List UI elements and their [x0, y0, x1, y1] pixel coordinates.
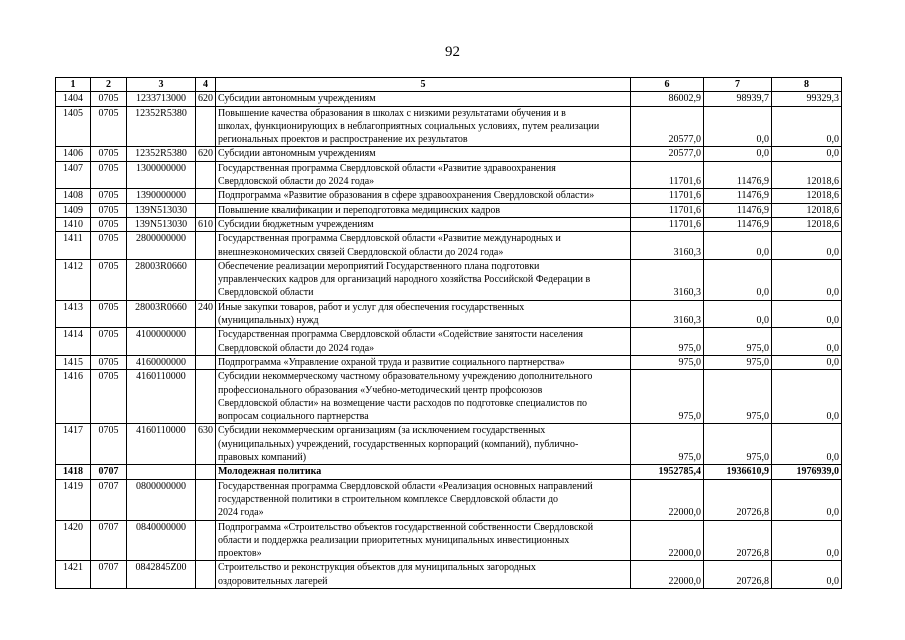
table-row [56, 203, 842, 217]
header-cell-col5: 5 [216, 78, 631, 92]
amount-year2-cell: 20726,8 [704, 479, 772, 520]
header-cell-col2: 2 [91, 78, 127, 92]
amount-year2-cell: 975,0 [704, 328, 772, 356]
amount-year1-cell: 975,0 [631, 370, 704, 424]
target-article-cell: 139N513030 [127, 203, 196, 217]
expense-type-cell [196, 259, 216, 300]
table-row [56, 259, 842, 300]
item-name-cell [216, 300, 631, 328]
section-code-cell: 0705 [91, 147, 127, 161]
table-row [56, 106, 842, 147]
expense-type-cell [196, 328, 216, 356]
table-row [56, 561, 842, 589]
section-code-cell: 0705 [91, 106, 127, 147]
item-name-line: Свердловской области [218, 287, 314, 299]
amount-year2-cell: 0,0 [704, 259, 772, 300]
amount-year3-cell: 1976939,0 [772, 465, 842, 479]
item-name-cell [216, 217, 631, 231]
amount-year2-cell: 0,0 [704, 300, 772, 328]
item-name-line: региональных проектов и распространение их результатов [218, 134, 468, 146]
header-row [56, 78, 842, 92]
amount-year3-cell: 0,0 [772, 520, 842, 561]
amount-year2-cell: 975,0 [704, 370, 772, 424]
item-name-line: профессионального образования «Учебно-методический центр профсоюзов [218, 384, 543, 396]
item-name-line: Субсидии бюджетным учреждениям [218, 218, 374, 230]
target-article-cell: 2800000000 [127, 232, 196, 260]
amount-year1-cell: 11701,6 [631, 217, 704, 231]
table-row [56, 147, 842, 161]
amount-year3-cell: 0,0 [772, 300, 842, 328]
item-name-line: проектов» [218, 548, 262, 560]
item-name-line: Повышение квалификации и переподготовка медицинских кадров [218, 204, 501, 216]
row-number-cell: 1417 [56, 424, 91, 465]
section-code-cell: 0707 [91, 465, 127, 479]
header-cell-col7: 7 [704, 78, 772, 92]
amount-year2-cell: 11476,9 [704, 203, 772, 217]
expense-type-cell [196, 561, 216, 589]
amount-year3-cell: 99329,3 [772, 92, 842, 106]
row-number-cell: 1415 [56, 355, 91, 369]
item-name-line: Иные закупки товаров, работ и услуг для обеспечения государственных [218, 301, 525, 313]
expense-type-cell [196, 465, 216, 479]
table-row [56, 520, 842, 561]
item-name-line: (муниципальных) учреждений, государственных корпораций (компаний), публично- [218, 438, 579, 450]
expense-type-cell [196, 479, 216, 520]
item-name-line: управленческих кадров для организаций народного хозяйства Российской Федерации в [218, 274, 591, 286]
table-row [56, 479, 842, 520]
amount-year1-cell: 3160,3 [631, 232, 704, 260]
item-name-line: Государственная программа Свердловской области «Развитие здравоохранения [218, 162, 556, 174]
amount-year1-cell: 20577,0 [631, 147, 704, 161]
item-name-line: Подпрограмма «Развитие образования в сфере здравоохранения Свердловской области» [218, 190, 595, 202]
amount-year3-cell: 12018,6 [772, 217, 842, 231]
section-code-cell: 0705 [91, 161, 127, 189]
row-number-cell: 1419 [56, 479, 91, 520]
item-name-line: (муниципальных) нужд [218, 315, 319, 327]
section-code-cell: 0705 [91, 300, 127, 328]
item-name-line: области и поддержка реализации приоритетных муниципальных инвестиционных [218, 534, 570, 546]
item-name-line: Государственная программа Свердловской области «Содействие занятости населения [218, 329, 583, 341]
section-code-cell: 0705 [91, 328, 127, 356]
item-name-line: Свердловской области» на возмещение части расходов по подготовке специалистов по [218, 397, 588, 409]
row-number-cell: 1408 [56, 189, 91, 203]
target-article-cell: 28003R0660 [127, 259, 196, 300]
amount-year1-cell: 11701,6 [631, 189, 704, 203]
item-name-line: Повышение качества образования в школах с низкими результатами обучения и в [218, 107, 566, 119]
expense-type-cell: 620 [196, 92, 216, 106]
item-name-line: Субсидии некоммерческому частному образовательному учреждению дополнительного [218, 371, 593, 383]
item-name-cell [216, 520, 631, 561]
amount-year3-cell: 0,0 [772, 232, 842, 260]
amount-year1-cell: 1952785,4 [631, 465, 704, 479]
header-cell-col1: 1 [56, 78, 91, 92]
amount-year1-cell: 3160,3 [631, 300, 704, 328]
expense-type-cell [196, 520, 216, 561]
amount-year3-cell: 0,0 [772, 259, 842, 300]
target-article-cell: 12352R5380 [127, 106, 196, 147]
item-name-cell [216, 189, 631, 203]
amount-year1-cell: 22000,0 [631, 479, 704, 520]
row-number-cell: 1409 [56, 203, 91, 217]
expense-type-cell [196, 106, 216, 147]
amount-year1-cell: 11701,6 [631, 161, 704, 189]
amount-year2-cell: 11476,9 [704, 189, 772, 203]
item-name-cell [216, 203, 631, 217]
table-row [56, 232, 842, 260]
expense-type-cell [196, 370, 216, 424]
table-row [56, 370, 842, 424]
expense-type-cell: 620 [196, 147, 216, 161]
amount-year1-cell: 11701,6 [631, 203, 704, 217]
row-number-cell: 1411 [56, 232, 91, 260]
target-article-cell: 1390000000 [127, 189, 196, 203]
item-name-line: Обеспечение реализации мероприятий Государственного плана подготовки [218, 260, 540, 272]
row-number-cell: 1410 [56, 217, 91, 231]
amount-year3-cell: 0,0 [772, 106, 842, 147]
target-article-cell: 4160110000 [127, 370, 196, 424]
table-row [56, 300, 842, 328]
item-name-line: Субсидии некоммерческим организациям (за исключением государственных [218, 425, 546, 437]
section-code-cell: 0705 [91, 424, 127, 465]
amount-year3-cell: 0,0 [772, 147, 842, 161]
amount-year3-cell: 12018,6 [772, 189, 842, 203]
item-name-line: Субсидии автономным учреждениям [218, 148, 376, 160]
table-row [56, 161, 842, 189]
amount-year2-cell: 0,0 [704, 106, 772, 147]
amount-year2-cell: 98939,7 [704, 92, 772, 106]
item-name-cell [216, 479, 631, 520]
item-name-line: вопросам социального партнерства [218, 411, 369, 423]
amount-year1-cell: 975,0 [631, 355, 704, 369]
section-code-cell: 0705 [91, 370, 127, 424]
expense-type-cell [196, 355, 216, 369]
item-name-cell [216, 147, 631, 161]
row-number-cell: 1420 [56, 520, 91, 561]
item-name-line: Строительство и реконструкция объектов для муниципальных загородных [218, 562, 536, 574]
target-article-cell: 4160000000 [127, 355, 196, 369]
amount-year2-cell: 11476,9 [704, 161, 772, 189]
table-row [56, 328, 842, 356]
section-code-cell: 0705 [91, 217, 127, 231]
table-row [56, 465, 842, 479]
budget-table [55, 77, 842, 589]
row-number-cell: 1412 [56, 259, 91, 300]
item-name-line: школах, функционирующих в неблагоприятных социальных условиях, путем реализации [218, 120, 600, 132]
item-name-line: правовых компаний) [218, 452, 307, 464]
amount-year3-cell: 12018,6 [772, 161, 842, 189]
row-number-cell: 1421 [56, 561, 91, 589]
table-row [56, 424, 842, 465]
section-code-cell: 0705 [91, 232, 127, 260]
target-article-cell: 0800000000 [127, 479, 196, 520]
amount-year3-cell: 0,0 [772, 424, 842, 465]
amount-year2-cell: 20726,8 [704, 561, 772, 589]
item-name-line: Государственная программа Свердловской области «Развитие международных и [218, 233, 561, 245]
item-name-cell [216, 161, 631, 189]
table-row [56, 217, 842, 231]
row-number-cell: 1413 [56, 300, 91, 328]
item-name-line: Подпрограмма «Строительство объектов государственной собственности Свердловской [218, 521, 594, 533]
item-name-line: государственной политики в строительном комплексе Свердловской области до [218, 493, 559, 505]
header-cell-col4: 4 [196, 78, 216, 92]
target-article-cell: 4160110000 [127, 424, 196, 465]
row-number-cell: 1416 [56, 370, 91, 424]
amount-year2-cell: 975,0 [704, 355, 772, 369]
amount-year3-cell: 0,0 [772, 479, 842, 520]
item-name-line: Субсидии автономным учреждениям [218, 93, 376, 105]
amount-year2-cell: 0,0 [704, 232, 772, 260]
item-name-cell [216, 259, 631, 300]
item-name-cell [216, 106, 631, 147]
section-code-cell: 0705 [91, 92, 127, 106]
expense-type-cell: 610 [196, 217, 216, 231]
amount-year1-cell: 20577,0 [631, 106, 704, 147]
row-number-cell: 1405 [56, 106, 91, 147]
item-name-cell [216, 424, 631, 465]
row-number-cell: 1414 [56, 328, 91, 356]
target-article-cell: 28003R0660 [127, 300, 196, 328]
item-name-line: Государственная программа Свердловской области «Реализация основных направлений [218, 480, 593, 492]
item-name-cell [216, 355, 631, 369]
target-article-cell: 1300000000 [127, 161, 196, 189]
expense-type-cell: 630 [196, 424, 216, 465]
row-number-cell: 1406 [56, 147, 91, 161]
item-name-line: 2024 года» [218, 507, 264, 519]
item-name-line: оздоровительных лагерей [218, 575, 328, 587]
amount-year2-cell: 11476,9 [704, 217, 772, 231]
row-number-cell: 1407 [56, 161, 91, 189]
amount-year1-cell: 3160,3 [631, 259, 704, 300]
table-row [56, 189, 842, 203]
header-cell-col3: 3 [127, 78, 196, 92]
section-code-cell: 0705 [91, 189, 127, 203]
item-name-cell [216, 328, 631, 356]
target-article-cell: 4100000000 [127, 328, 196, 356]
expense-type-cell [196, 161, 216, 189]
target-article-cell: 1233713000 [127, 92, 196, 106]
item-name-line: Свердловской области до 2024 года» [218, 342, 375, 354]
expense-type-cell [196, 203, 216, 217]
item-name-line: Подпрограмма «Управление охраной труда и развитие социального партнерства» [218, 356, 565, 368]
row-number-cell: 1404 [56, 92, 91, 106]
section-code-cell: 0705 [91, 203, 127, 217]
item-name-cell [216, 465, 631, 479]
header-cell-col6: 6 [631, 78, 704, 92]
target-article-cell: 0840000000 [127, 520, 196, 561]
page-number: 92 [445, 44, 460, 60]
section-code-cell: 0705 [91, 259, 127, 300]
section-code-cell: 0707 [91, 561, 127, 589]
item-name-line: Свердловской области до 2024 года» [218, 176, 375, 188]
amount-year1-cell: 86002,9 [631, 92, 704, 106]
expense-type-cell [196, 189, 216, 203]
amount-year2-cell: 20726,8 [704, 520, 772, 561]
amount-year2-cell: 0,0 [704, 147, 772, 161]
amount-year1-cell: 22000,0 [631, 561, 704, 589]
expense-type-cell: 240 [196, 300, 216, 328]
header-cell-col8: 8 [772, 78, 842, 92]
amount-year3-cell: 0,0 [772, 561, 842, 589]
amount-year3-cell: 12018,6 [772, 203, 842, 217]
target-article-cell: 0842845Z00 [127, 561, 196, 589]
section-code-cell: 0705 [91, 355, 127, 369]
amount-year3-cell: 0,0 [772, 355, 842, 369]
item-name-line: Молодежная политика [218, 466, 322, 478]
expense-type-cell [196, 232, 216, 260]
amount-year3-cell: 0,0 [772, 370, 842, 424]
item-name-cell [216, 232, 631, 260]
amount-year1-cell: 975,0 [631, 328, 704, 356]
amount-year1-cell: 22000,0 [631, 520, 704, 561]
item-name-line: внешнеэкономических связей Свердловской области до 2024 года» [218, 246, 504, 258]
amount-year2-cell: 975,0 [704, 424, 772, 465]
target-article-cell: 139N513030 [127, 217, 196, 231]
amount-year1-cell: 975,0 [631, 424, 704, 465]
section-code-cell: 0707 [91, 479, 127, 520]
row-number-cell: 1418 [56, 465, 91, 479]
amount-year2-cell: 1936610,9 [704, 465, 772, 479]
target-article-cell [127, 465, 196, 479]
target-article-cell: 12352R5380 [127, 147, 196, 161]
table-row [56, 355, 842, 369]
item-name-cell [216, 561, 631, 589]
item-name-cell [216, 370, 631, 424]
amount-year3-cell: 0,0 [772, 328, 842, 356]
table-row [56, 92, 842, 106]
item-name-cell [216, 92, 631, 106]
section-code-cell: 0707 [91, 520, 127, 561]
